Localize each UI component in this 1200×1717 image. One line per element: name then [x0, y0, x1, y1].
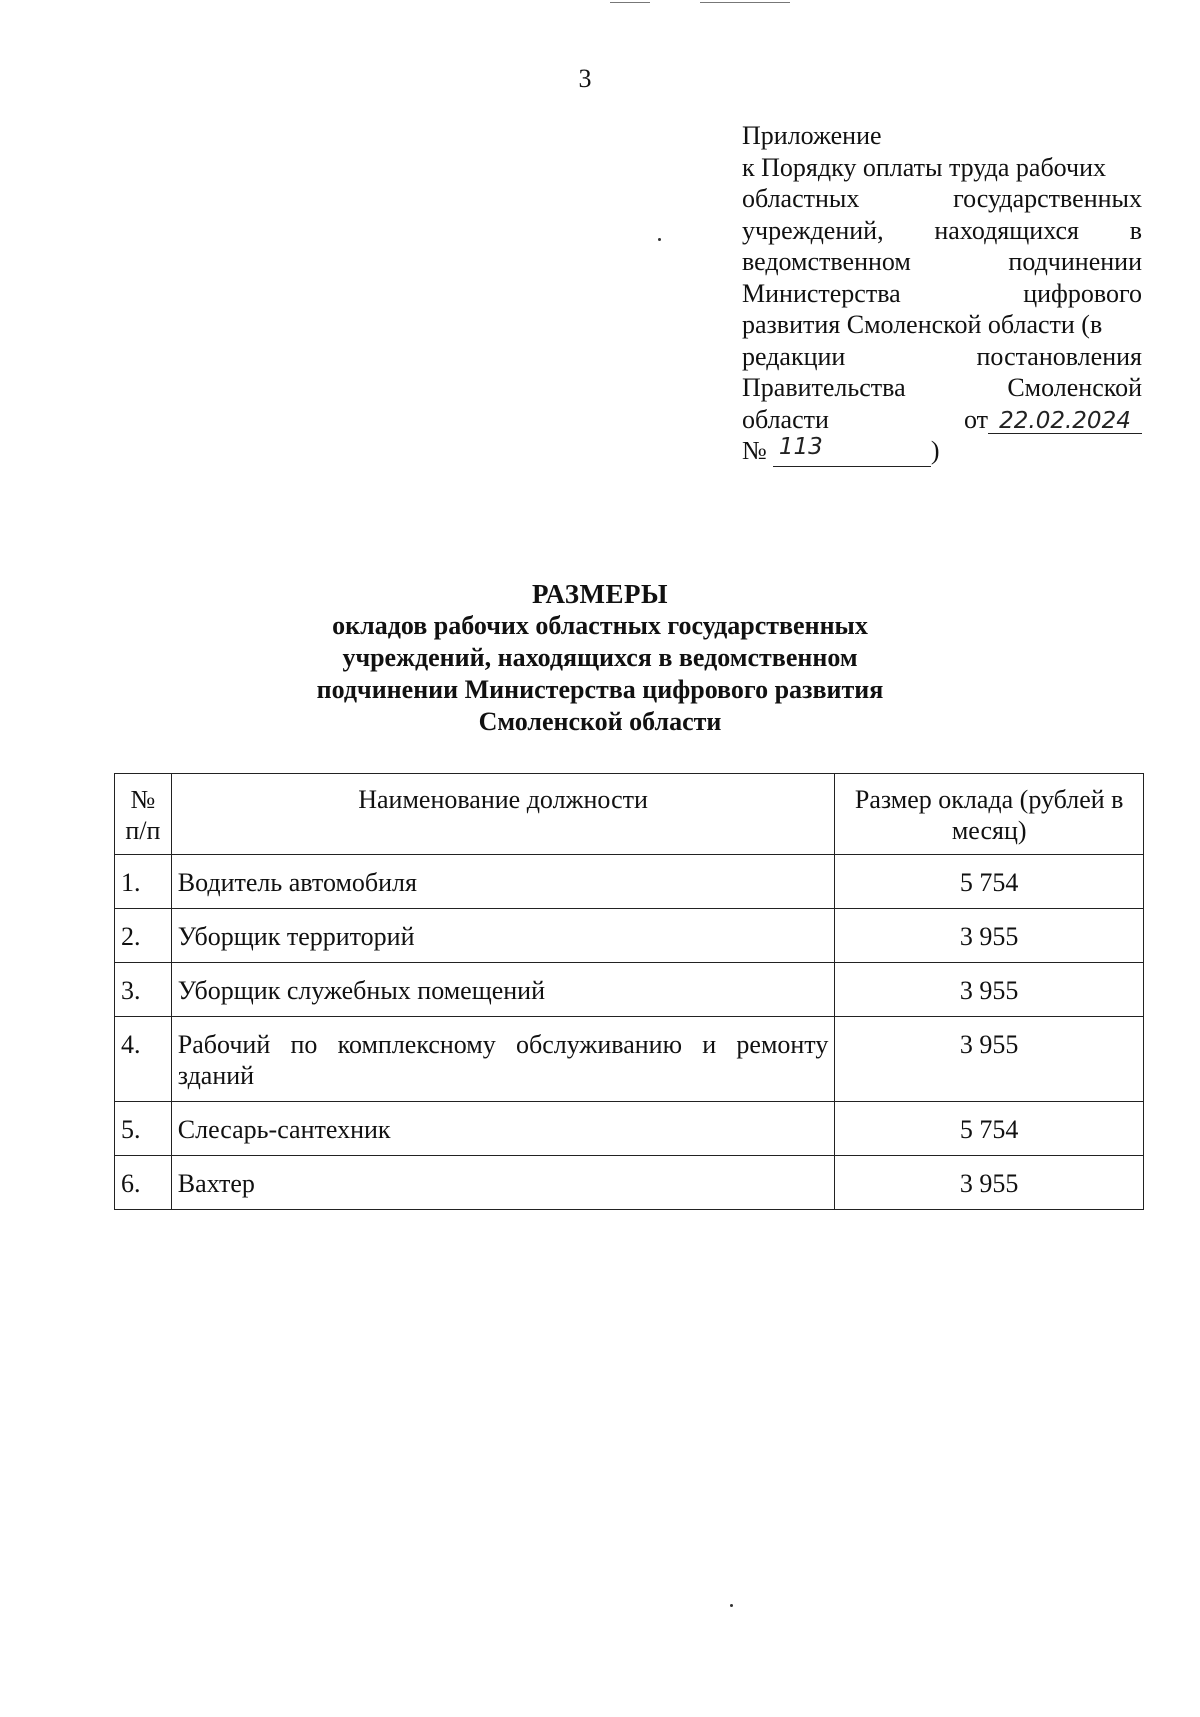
appendix-word: цифрового: [1023, 278, 1142, 308]
appendix-date-line: [742, 404, 1142, 436]
header-num: № п/п: [115, 774, 172, 855]
document-title: [150, 578, 1050, 738]
appendix-line: [742, 215, 1142, 247]
table-header-row: [115, 774, 1144, 855]
appendix-word: в: [1129, 215, 1142, 245]
salary-table: [114, 773, 1144, 1210]
salary-value: 3 955: [835, 1017, 1144, 1102]
title-line: учреждений, находящихся в ведомственном: [342, 643, 858, 672]
appendix-word: редакции: [742, 341, 846, 371]
date-label: от: [963, 404, 988, 434]
appendix-word: Правительства: [742, 373, 906, 402]
position-name: Уборщик служебных помещений: [171, 963, 835, 1017]
appendix-word: Приложение: [742, 121, 882, 150]
number-label: №: [742, 436, 767, 465]
handwritten-number: 113: [773, 435, 931, 467]
appendix-line: [742, 341, 1142, 373]
appendix-word: области: [742, 404, 829, 434]
appendix-word: областных: [742, 184, 860, 213]
table-row: [115, 1156, 1144, 1210]
appendix-word: постановления: [976, 341, 1142, 371]
appendix-line: [742, 183, 1142, 215]
table-row: [115, 1102, 1144, 1156]
handwritten-date: 22.02.2024: [988, 409, 1142, 434]
salary-value: 3 955: [835, 909, 1144, 963]
position-name: Вахтер: [171, 1156, 835, 1210]
appendix-line: [742, 309, 1142, 341]
table-row: [115, 855, 1144, 909]
appendix-word: находящихся: [934, 215, 1079, 245]
scan-speck: [730, 1604, 733, 1607]
position-name: Уборщик территорий: [171, 909, 835, 963]
date-group: [964, 404, 1142, 436]
closing-paren: ): [930, 436, 940, 465]
header-position: Наименование должности: [171, 774, 835, 855]
row-number: 3.: [115, 963, 172, 1017]
appendix-word: ведомственном: [742, 247, 911, 276]
appendix-word: к Порядку оплаты труда рабочих: [742, 152, 1106, 182]
title-line: окладов рабочих областных государственных: [332, 611, 868, 640]
title-line: подчинении Министерства цифрового развития: [316, 675, 884, 704]
position-name: Рабочий по комплексному обслуживанию и ремонту зданий: [171, 1017, 835, 1102]
appendix-line: [742, 152, 1142, 184]
appendix-word: развития Смоленской области (в: [742, 310, 1103, 339]
appendix-word: государственных: [953, 184, 1142, 213]
table-row: [115, 963, 1144, 1017]
position-name: Слесарь-сантехник: [171, 1102, 835, 1156]
row-number: 6.: [115, 1156, 172, 1210]
title-main: РАЗМЕРЫ: [531, 579, 669, 609]
appendix-line: [742, 120, 1142, 152]
row-number: 5.: [115, 1102, 172, 1156]
appendix-word: учреждений,: [742, 215, 884, 245]
page-number: 3: [578, 64, 592, 93]
appendix-line: [742, 278, 1142, 310]
row-number: 1.: [115, 855, 172, 909]
appendix-word: Смоленской: [1007, 373, 1142, 402]
title-line: Смоленской области: [478, 707, 722, 736]
appendix-block: [742, 120, 1142, 467]
scan-artifact: [700, 2, 790, 3]
header-salary: Размер оклада (рублей в месяц): [835, 774, 1144, 855]
table-row: [115, 909, 1144, 963]
salary-value: 3 955: [835, 1156, 1144, 1210]
position-name: Водитель автомобиля: [171, 855, 835, 909]
scan-speck: [658, 238, 661, 241]
row-number: 2.: [115, 909, 172, 963]
appendix-word: подчинении: [1008, 247, 1142, 276]
appendix-line: [742, 372, 1142, 404]
table-row: [115, 1017, 1144, 1102]
salary-value: 5 754: [835, 1102, 1144, 1156]
scan-artifact: [610, 2, 650, 3]
appendix-number-line: [742, 435, 1142, 467]
salary-value: 3 955: [835, 963, 1144, 1017]
row-number: 4.: [115, 1017, 172, 1102]
appendix-word: Министерства: [742, 278, 901, 308]
appendix-line: [742, 246, 1142, 278]
salary-value: 5 754: [835, 855, 1144, 909]
